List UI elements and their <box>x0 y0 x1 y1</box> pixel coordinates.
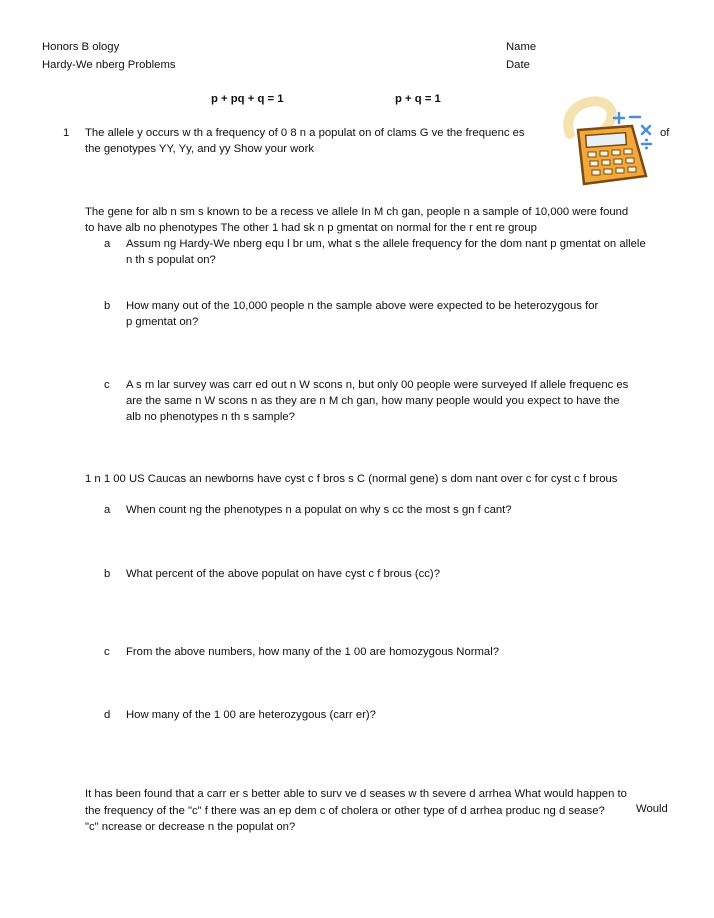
question-3b-text: What percent of the above populat on have cyst c f brous (cc)? <box>126 568 440 580</box>
date-label: Date <box>506 59 530 71</box>
question-3a-letter: a <box>104 504 111 516</box>
question-2a-line1: Assum ng Hardy-We nberg equ l br um, what s the allele frequency for the dom nant p gmentat on allele <box>126 238 646 250</box>
question-3-intro: 1 n 1 00 US Caucas an newborns have cyst c f bros s C (normal gene) s dom nant over c for cyst c f brous <box>85 473 618 485</box>
question-4-line2: the frequency of the "c" f there was an ep dem c of cholera or other type of d arrhea produc ng d sease? <box>85 805 605 817</box>
question-2a-line2: n th s populat on? <box>126 254 216 266</box>
question-2-intro-line1: The gene for alb n sm s known to be a recess ve allele In M ch gan, people n a sample of 10,000 were found <box>85 206 629 218</box>
question-3c-text: From the above numbers, how many of the 1 00 are homozygous Normal? <box>126 646 499 658</box>
question-3a-text: When count ng the phenotypes n a populat on why s cc the most s gn f cant? <box>126 504 512 516</box>
question-2a-letter: a <box>104 238 111 250</box>
question-1-text-line1: The allele y occurs w th a frequency of 0 8 n a populat on of clams G ve the frequenc es <box>85 127 525 139</box>
question-4-line1: It has been found that a carr er s better able to surv ve d seases w th severe d arrhea What would happen to <box>85 788 627 800</box>
question-1-text-line2: the genotypes YY, Yy, and yy Show your work <box>85 143 315 155</box>
question-1-text-end: of <box>660 127 670 139</box>
question-2-intro-line2: to have alb no phenotypes The other 1 had sk n p gmentat on normal for the r ent re group <box>85 222 537 234</box>
worksheet-title: Hardy-We nberg Problems <box>42 59 176 71</box>
allele-sum-equation: p + q = 1 <box>395 93 441 105</box>
name-label: Name <box>506 41 537 53</box>
question-4-line3: "c" ncrease or decrease n the populat on? <box>85 821 296 833</box>
question-2b-letter: b <box>104 300 111 312</box>
course-title: Honors B ology <box>42 41 120 53</box>
question-2b-line2: p gmentat on? <box>126 316 199 328</box>
question-3b-letter: b <box>104 568 111 580</box>
question-2c-letter: c <box>104 379 110 391</box>
question-2c-line1: A s m lar survey was carr ed out n W scons n, but only 00 people were surveyed If allele frequenc es <box>126 379 629 391</box>
question-2c-line3: alb no phenotypes n th s sample? <box>126 411 295 423</box>
calculator-icon <box>556 96 666 190</box>
question-1-number: 1 <box>63 127 70 139</box>
question-3d-text: How many of the 1 00 are heterozygous (carr er)? <box>126 709 376 721</box>
question-3d-letter: d <box>104 709 111 721</box>
hardy-weinberg-equation: p + pq + q = 1 <box>211 93 284 105</box>
question-2b-line1: How many out of the 10,000 people n the sample above were expected to be heterozygous for <box>126 300 599 312</box>
question-2c-line2: are the same n W scons n as they are n M ch gan, how many people would you expect to have the <box>126 395 620 407</box>
question-4-line2-end: Would <box>636 803 668 815</box>
question-3c-letter: c <box>104 646 110 658</box>
